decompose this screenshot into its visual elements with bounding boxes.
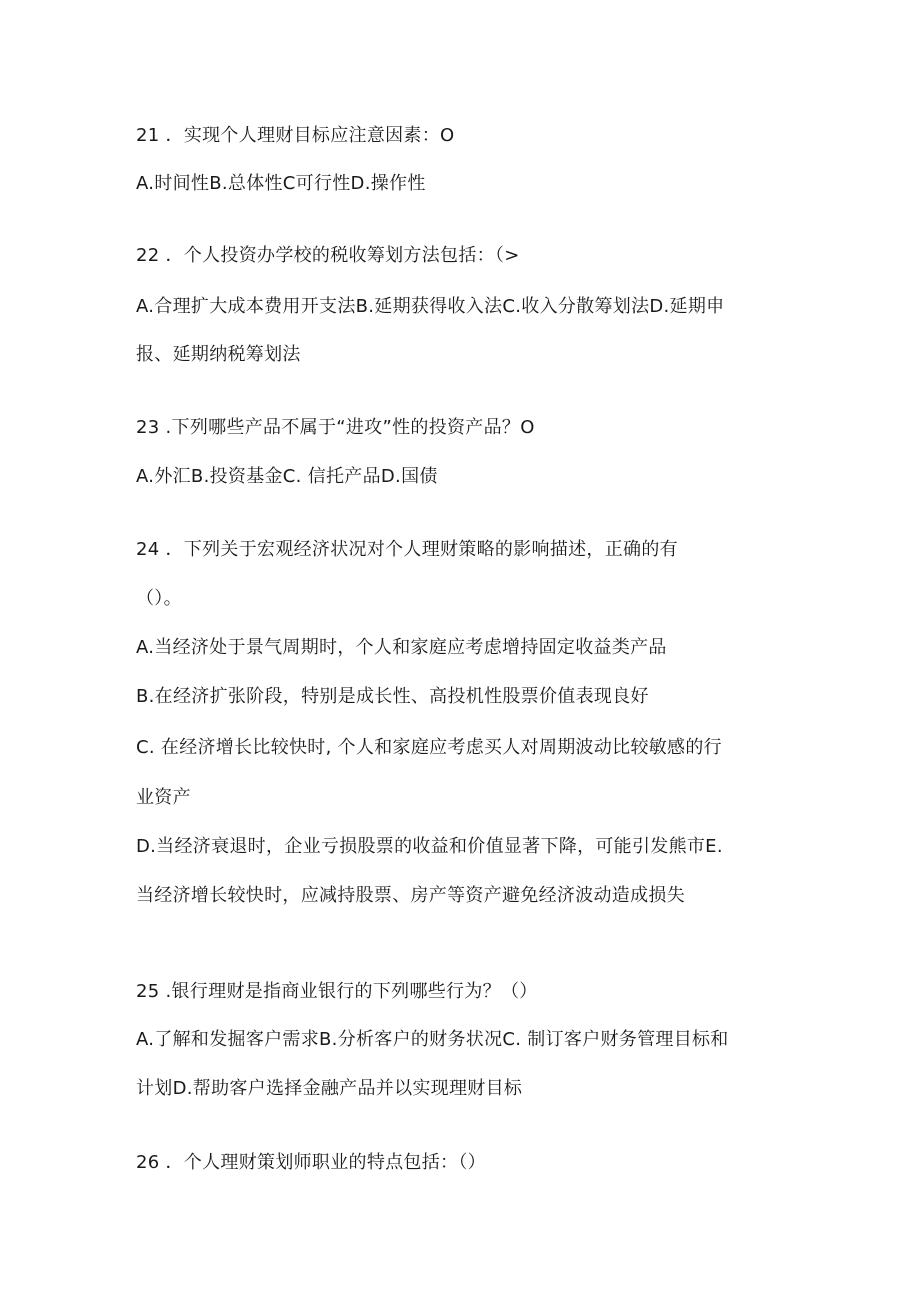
question-23-options: A.外汇B.投资基金C. 信托产品D.国债	[136, 466, 438, 487]
question-22-options-line-1: A.合理扩大成本费用开支法B.延期获得收入法C.收入分散筹划法D.延期申	[136, 296, 725, 317]
question-25-options-line-1: A.了解和发掘客户需求B.分析客户的财务状况C. 制订客户财务管理目标和	[136, 1029, 729, 1050]
question-24-option-a: A.当经济处于景气周期时，个人和家庭应考虑增持固定收益类产品	[136, 637, 667, 658]
question-22-stem: 22 ．个人投资办学校的税收筹划方法包括：（>	[136, 245, 520, 266]
question-25-stem: 25 .银行理财是指商业银行的下列哪些行为？（）	[136, 981, 538, 1002]
question-24-stem-line-2: （）。	[136, 588, 182, 609]
question-24-stem-line-1: 24 ．下列关于宏观经济状况对个人理财策略的影响描述，正确的有	[136, 539, 678, 560]
question-21-stem: 21 ．实现个人理财目标应注意因素：O	[136, 125, 455, 146]
question-21-options: A.时间性B.总体性C可行性D.操作性	[136, 173, 426, 194]
question-24-option-c-line-2: 业资产	[136, 787, 191, 808]
question-23-stem: 23 .下列哪些产品不属于“进攻”性的投资产品？O	[136, 417, 535, 438]
question-24-option-b: B.在经济扩张阶段，特别是成长性、高投机性股票价值表现良好	[136, 686, 649, 707]
question-26-stem: 26 ．个人理财策划师职业的特点包括：（）	[136, 1152, 486, 1173]
question-24-option-d-line-1: D.当经济衰退时，企业亏损股票的收益和价值显著下降，可能引发熊市E.	[136, 836, 723, 857]
question-25-options-line-2: 计划D.帮助客户选择金融产品并以实现理财目标	[136, 1078, 523, 1099]
question-24-option-c-line-1: C. 在经济增长比较快时, 个人和家庭应考虑买人对周期波动比较敏感的行	[136, 737, 722, 758]
question-24-option-d-line-2: 当经济增长较快时，应减持股票、房产等资产避免经济波动造成损失	[136, 885, 685, 906]
question-22-options-line-2: 报、延期纳税筹划法	[136, 344, 301, 365]
